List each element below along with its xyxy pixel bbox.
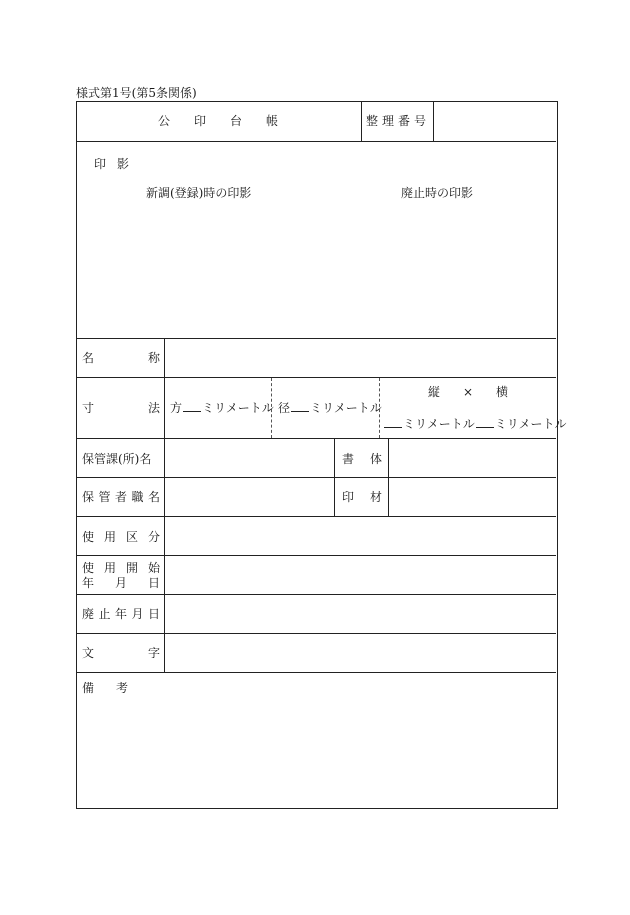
keeper-label: 保 管 者 職 名 (82, 490, 160, 504)
size-rect-unit-1: ミリメートル (403, 417, 475, 431)
new-impression-label: 新調(登録)時の印影 (146, 186, 252, 200)
size-square[interactable] (170, 401, 274, 415)
characters-label: 文 字 (82, 646, 160, 660)
material-label: 印 材 (342, 490, 382, 504)
divider-label-column (164, 339, 165, 672)
new-impression-area[interactable] (90, 205, 320, 333)
abolish-impression-area[interactable] (340, 205, 550, 333)
seiri-number-label: 整 理 番 号 (366, 114, 426, 128)
size-round[interactable] (278, 401, 382, 415)
start-date-label-line2: 年 月 日 (82, 576, 160, 590)
page-title: 公 印 台 帳 (158, 114, 278, 128)
divider-abolish (77, 633, 556, 634)
divider-dept-mid (334, 439, 335, 516)
size-rect-unit-2: ミリメートル (494, 417, 567, 431)
form-number: 様式第1号(第5条関係) (76, 86, 197, 100)
divider-impression (77, 338, 556, 339)
name-label: 名 称 (82, 351, 160, 365)
divider-size (77, 438, 556, 439)
start-date-label-line1: 使 用 開 始 (82, 561, 160, 575)
usage-label: 使 用 区 分 (82, 530, 160, 544)
divider-dept (77, 477, 556, 478)
abolish-impression-label: 廃止時の印影 (401, 186, 474, 200)
remarks-label: 備 考 (82, 681, 128, 695)
divider-dept-mid2 (388, 439, 389, 516)
size-round-unit: ミリメートル (310, 401, 382, 415)
divider-title-right (433, 102, 434, 141)
dept-label: 保管課(所)名 (82, 452, 152, 466)
divider-name (77, 377, 556, 378)
size-rect-header: 縦 × 横 (428, 385, 508, 399)
abolish-date-label: 廃 止 年 月 日 (82, 607, 160, 621)
size-label: 寸 法 (82, 401, 160, 415)
size-rect[interactable] (383, 417, 567, 431)
size-square-prefix: 方 (170, 401, 183, 415)
divider-start (77, 594, 556, 595)
impression-label: 印 影 (94, 157, 129, 171)
divider-keeper (77, 516, 556, 517)
typeface-label: 書 体 (342, 452, 382, 466)
divider-chars (77, 672, 556, 673)
size-square-unit: ミリメートル (202, 401, 274, 415)
divider-usage (77, 555, 556, 556)
size-round-prefix: 径 (278, 401, 291, 415)
divider-title-left (361, 102, 362, 141)
remarks-field[interactable] (82, 700, 550, 800)
divider-title (77, 141, 556, 142)
